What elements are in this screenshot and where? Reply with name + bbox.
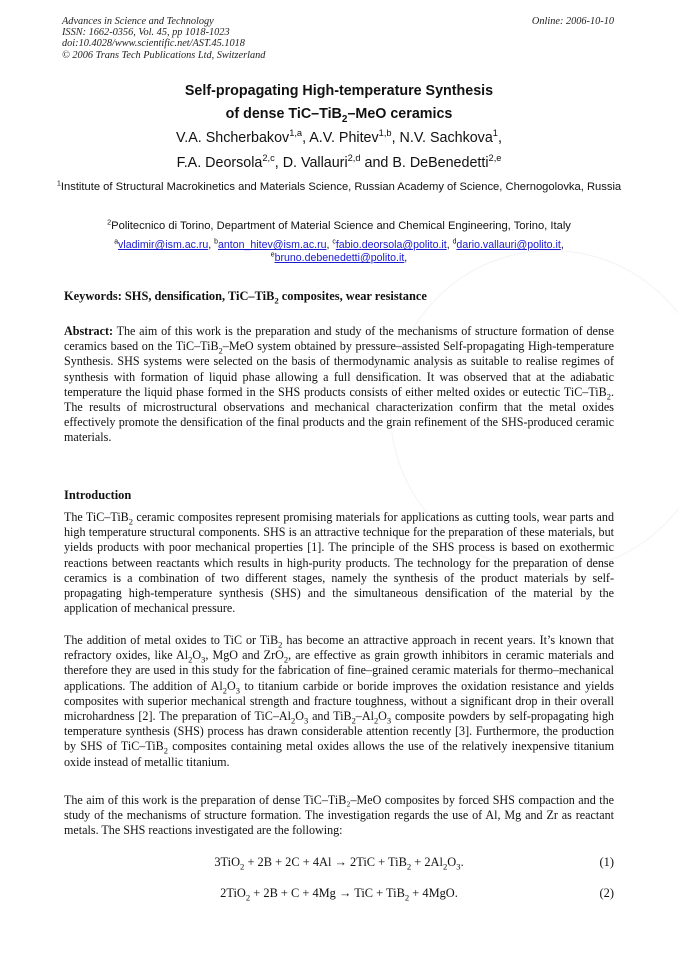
affiliation-2: $^2$Politecnico di Torino, Department of Material Science and Chemical Engineering, Torino, Italy — [107, 217, 571, 232]
author-line-1: V.A. Shcherbakov$^{1,a}$, A.V. Phitev$^{1,b}$, N.V. Sachkova$^1$, — [176, 128, 502, 146]
author: B. DeBenedetti — [392, 155, 489, 171]
doi-line: doi:10.4028/www.scientific.net/AST.45.1018 — [62, 38, 245, 50]
introduction-heading: Introduction — [64, 488, 132, 502]
equation-number: (1) — [599, 855, 614, 869]
intro-paragraph-2: The addition of metal oxides to TiC or TiB$_2$ has become an attractive approach in recent years. It’s known that refractory oxides, like $Al_2O_3$, MgO and ZrO$_2$, are effective as grain growth inhibitors in ceramic materials and therefore they are used in this study for the fabrication of fine–grained ceramic materials for thermo–mechanical applications. The addition of $Al_2O_3$ to titanium carbide or boride improves the oxidation resistance and yields composites with superior mechanical strength and fracture toughness, without a significant drop in their overall microhardness [2]. The preparation of TiC–$Al_2O_3$ and $TiB_2-Al_2O_3$ composite powders by self-propagating high temperature synthesis (SHS) process has drawn considerable attention recently [3]. Furthermore, the production by SHS of TiC–TiB$_2$ composites containing metal oxides allows the use of the relatively inexpensive titanium oxide instead of metallic titanium. — [64, 633, 614, 769]
equation-number: (2) — [599, 886, 614, 900]
email-link[interactable]: dario.vallauri@polito.it — [456, 239, 561, 251]
paper-title-line-1: Self-propagating High-temperature Synthesis — [184, 83, 494, 99]
equation-text: $3TiO_2 + 2B + 2C + 4Al \to 2TiC + TiB_2 + 2Al_2O_3$. — [214, 855, 464, 872]
online-date: Online: 2006-10-10 — [531, 16, 614, 27]
author: V.A. Shcherbakov — [176, 130, 290, 146]
intro-paragraph-1: The TiC–TiB$_2$ ceramic composites represent promising materials for applications as cutting tools, wear parts and high temperature structural components. SHS is an attractive technique for the preparation of these materials, but yields products with poor mechanical properties [1]. The principle of the SHS process is based on exothermic reactions between reactants which results in high-purity products. The technology for the preparation of dense ceramics is a combination of two different stages, namely the synthesis of the product materials by self-propagating high-temperature synthesis (SHS) and the simultaneous densification of the material by the application of mechanical pressure. — [64, 510, 614, 616]
author: F.A. Deorsola — [176, 155, 263, 171]
author: D. Vallauri — [282, 155, 348, 171]
abstract-label: Abstract: — [64, 324, 114, 338]
email-list: $^a$vladimir@ism.ac.ru, $^b$anton_hitev@ism.ac.ru, $^c$fabio.deorsola@polito.it, $^d$dario.vallauri@polito.it, $^e$bruno.debenedetti@polito.it, — [114, 238, 564, 264]
journal-header — [62, 16, 614, 61]
author-line-2: F.A. Deorsola$^{2,c}$, D. Vallauri$^{2,d}$ and B. DeBenedetti$^{2,e}$ — [176, 153, 502, 171]
email-link[interactable]: vladimir@ism.ac.ru — [118, 239, 209, 251]
abstract-paragraph: Abstract: The aim of this work is the preparation and study of the mechanisms of structure formation of dense ceramics based on the TiC–TiB$_2$–MeO system obtained by pressure–assisted Self-propagating High-temperature Synthesis. SHS systems were selected on the basis of thermodynamic analysis as suitable to realise regimes of synthesis with formation of liquid phase allowing a full densification. It was observed that at the adiabatic temperature the liquid phase formed in the SHS products consists of either melted oxides or eutectic TiC–TiB$_2$. The results of microstructural observations and mechanical characterization confirm that the metal oxides effectively promote the densification of the final products and the grain refinement of the SHS-produced ceramic materials. — [64, 324, 615, 445]
email-link[interactable]: fabio.deorsola@polito.it — [335, 239, 447, 251]
keywords: Keywords: SHS, densification, TiC–TiB$_2$ composites, wear resistance — [64, 289, 427, 306]
equation-text: 2TiO$_2$ + 2B + C + 4Mg → TiC + TiB$_2$ + 4MgO. — [220, 886, 458, 903]
paper-title-line-2: of dense TiC–TiB$_2$–MeO ceramics — [225, 106, 453, 125]
email-link[interactable]: bruno.debenedetti@polito.it — [274, 252, 405, 264]
intro-paragraph-3: The aim of this work is the preparation of dense TiC–TiB₂–MeO composites by forced SHS compaction and the study of the mechanisms of structure formation. The investigation regards the use of Al, Mg and Zr as reactant metals. The SHS reactions investigated are the following: — [64, 793, 614, 838]
author: N.V. Sachkova — [399, 130, 493, 146]
journal-name: Advances in Science and Technology — [62, 16, 214, 27]
author: A.V. Phitev — [309, 130, 379, 146]
issn-line: ISSN: 1662-0356, Vol. 45, pp 1018-1023 — [62, 27, 230, 39]
equation-1 — [64, 855, 614, 871]
equation-2 — [64, 886, 614, 902]
affiliation-1: $^1$Institute of Structural Macrokinetics and Materials Science, Russian Academy of Science, Chernogolovka, Russia — [56, 178, 622, 193]
copyright-line: © 2006 Trans Tech Publications Ltd, Switzerland — [62, 49, 266, 61]
email-link[interactable]: anton_hitev@ism.ac.ru — [217, 239, 327, 251]
